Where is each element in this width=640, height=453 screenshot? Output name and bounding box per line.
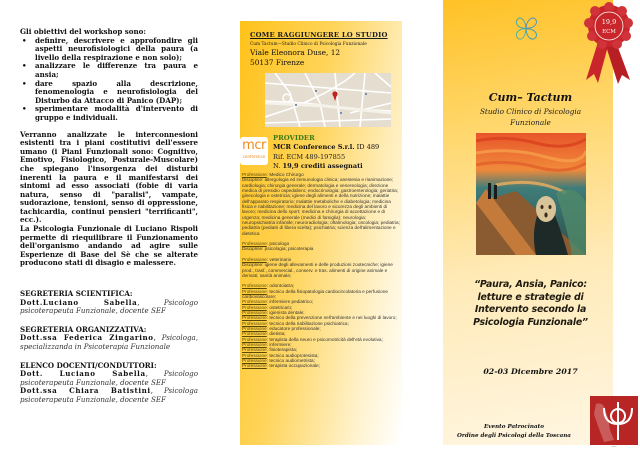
section-title: SEGRETERIA SCIENTIFICA: xyxy=(20,289,133,299)
staff-section xyxy=(20,326,198,352)
profession-label: Professione xyxy=(242,172,267,177)
svg-text:ECM: ECM xyxy=(602,29,616,35)
profession-text: Discipline: igiene degli allevamenti e delle produzioni zootecniche; igiene prod., trasf., commercial., conserv. e tras. alimenti di origine animale e derivati; sanità animale; xyxy=(242,262,393,278)
objective-item: • definire, descrivere e approfondire gli aspetti neurofisiologici della paura (a livello della respirazione e non solo); xyxy=(20,37,198,63)
person-role: Psicologo psicoterapeuta Funzionale, docente SEF xyxy=(20,369,198,387)
staff-sections xyxy=(20,290,198,405)
profession-text: : psicologo xyxy=(266,241,290,247)
ecm-line xyxy=(242,262,400,278)
provider-credits: N. 19,9 crediti assegnati xyxy=(273,162,363,170)
profession-text: : infermiere; xyxy=(266,341,292,347)
profession-label: Professione xyxy=(242,241,267,247)
person-name: Dott.ssa Federica Zingarino xyxy=(20,333,154,343)
provider-ecm-ref: Rif. ECM 489-197855 xyxy=(273,153,346,161)
profession-text: : ostetrica/o; xyxy=(266,304,293,310)
staff-person: Dott. Luciano Sabella, Psicologo psicoterapeuta Funzionale, docente SEF xyxy=(20,369,198,387)
person-role: Psicologa psicoterapeuta Funzionale, docente SEF xyxy=(20,386,198,404)
section-title: ELENCO DOCENTI/CONDUTTORI: xyxy=(20,360,157,370)
staff-section xyxy=(20,362,198,405)
profession-label: Professione xyxy=(242,256,267,262)
objective-item: • sperimentare modalità d'intervento di gruppo e individuali. xyxy=(20,105,198,122)
objective-item: • dare spazio alla descrizione, fenomenologia e neurofisiologia del Disturbo da Attacco di Panico (DAP); xyxy=(20,80,198,106)
profession-text: : terapista della neuro e psicomotricità dell'età evolutiva; xyxy=(266,336,383,342)
ecm-group xyxy=(242,241,400,252)
profession-label: Professione xyxy=(242,320,267,326)
ecm-group xyxy=(242,283,400,369)
profession-label: Professione xyxy=(242,352,267,358)
objectives-list xyxy=(20,37,198,123)
ecm-professions-list xyxy=(242,172,400,374)
the-scream-painting xyxy=(476,133,586,255)
event-title: “Paura, Ansia, Panico: letture e strategie di Intervento secondo la Psicologia Funzionale” xyxy=(473,279,588,328)
profession-text: : tecnico audioprotesista; xyxy=(266,352,319,358)
profession-text: : educatore professionale; xyxy=(266,325,321,331)
event-date: 02-03 Dicembre 2017 xyxy=(483,367,578,376)
patronage-label: Evento Patrocinato xyxy=(484,424,544,430)
profession-label: Professione xyxy=(242,288,267,294)
profession-text: Discipline: psicologia; psicoterapia xyxy=(242,246,314,252)
profession-label: Professione xyxy=(242,358,267,363)
ordine-psicologi-toscana-logo xyxy=(590,396,638,450)
ecm-line xyxy=(242,246,400,251)
address-city: 50137 Firenze xyxy=(250,58,305,67)
profession-text: : tecnico della riabilitazione psichiatrica; xyxy=(266,320,349,326)
profession-label: Professione xyxy=(242,283,267,289)
directions-title: COME RAGGIUNGERE LO STUDIO xyxy=(250,31,388,39)
left-panel xyxy=(20,28,198,405)
profession-text: : veterinario xyxy=(266,256,292,262)
cum-tactum-clover-logo-icon xyxy=(513,16,539,42)
profession-text: : dietista; xyxy=(266,331,286,337)
profession-text: : tecnico della prevenzione nell'ambiente e nei luoghi di lavoro; xyxy=(266,315,397,321)
svg-text:19,9: 19,9 xyxy=(601,18,617,26)
objectives-intro: Gli obiettivi del workshop sono: xyxy=(20,27,147,36)
person-role: Psicologo psicoterapeuta Funzionale, docente SEF xyxy=(20,297,198,316)
profession-label: Professione xyxy=(242,304,267,310)
person-name: Dott. Luciano Sabella xyxy=(20,369,146,379)
profession-text: Discipline: allergologia ed immunologia clinica; anestesia e rianimazione; cardiologia; chirurgia generale; dermatologia e venereologia; direzione medica di presidio ospedaliero; endocrinologia; gastroenterologia; geriatria; ginecologia e ostetricia; igiene degli alimenti e della nutrizione; malattie dell'apparato respiratorio; malattie metaboliche e diabetologia; medicina fisica e riabilitazione; medicina del lavoro e sicurezza degli ambienti di lavoro; medicina dello sport; medicina e chirurgia di accettazione e di urgenza; medicina generale (medici di famiglia); neurologia; neuropsichiatria infantile; neuroradiologia; oftalmologia; oncologia; pediatria; pediatria (pediatri di libera scelta); psichiatria; scienza dell'alimentazione e dietetica xyxy=(242,177,400,236)
mcr-conference-logo: mcr conference xyxy=(240,137,268,165)
profession-label: Professione xyxy=(242,336,267,342)
staff-person: Dott.ssa Chiara Batistini, Psicologa psicoterapeuta Funzionale, docente SEF xyxy=(20,386,198,404)
studio-subtitle: Cum Tactum—Studio Clinico di Psicologia Funzionale xyxy=(250,42,367,47)
profession-label: Professione xyxy=(242,347,267,353)
rispoli-paragraph: La Psicologia Funzionale di Luciano Rispoli permette di riequilibrare il Funzionamento dell'organismo andando ad agire sulle Esperienze di Base del Sè che se alterate producono stati di disagio e malessere. xyxy=(20,224,198,268)
profession-label: Professione xyxy=(242,325,267,331)
profession-text: : fisioterapista; xyxy=(266,347,297,353)
provider-company: MCR Conference S.r.l. ID 489 xyxy=(273,143,380,151)
address-street: Viale Eleonora Duse, 12 xyxy=(250,48,341,57)
profession-label: Professione xyxy=(242,331,267,337)
ordine-logo-caption: ordine xyxy=(590,445,638,450)
directions-panel xyxy=(240,21,402,445)
brand-name: Cum– Tactum xyxy=(488,91,573,104)
painting-image-icon xyxy=(476,133,586,255)
staff-person: Dott.Luciano Sabella, Psicologo psicoterapeuta Funzionale, docente SEF xyxy=(20,297,198,316)
staff-person: Dott.ssa Federica Zingarino, Psicologa, specializzanda in Psicoterapia Funzionale xyxy=(20,333,198,351)
section-title: SEGRETERIA ORGANIZZATIVA: xyxy=(20,324,147,334)
ecm-line xyxy=(242,363,400,368)
psi-tuscany-icon xyxy=(590,396,638,445)
ecm-line xyxy=(242,289,400,300)
person-name: Dott.Luciano Sabella xyxy=(20,297,138,307)
profession-text: : Medico Chirurgo xyxy=(266,172,304,177)
location-map[interactable] xyxy=(265,73,391,127)
profession-text: : terapista occupazionale; xyxy=(266,363,320,369)
ecm-line xyxy=(242,177,400,236)
ecm-award-ribbon-icon xyxy=(578,2,640,84)
profession-label: Professione xyxy=(242,315,267,321)
profession-text: : infermiere pediatrico; xyxy=(266,299,314,305)
objective-item: • analizzare le differenze tra paura e ansia; xyxy=(20,62,198,79)
profession-label: Professione xyxy=(242,309,267,315)
profession-text: : igienista dentale; xyxy=(266,309,305,315)
profession-label: Professione xyxy=(242,341,267,347)
studio-name: Studio Clinico di Psicologia Funzionale xyxy=(479,107,582,127)
provider-label: PROVIDER xyxy=(273,134,315,142)
ecm-group xyxy=(242,172,400,236)
profession-text: : tecnico della fisiopatologia cardiocircolatoria e perfusione cardiovascolare; xyxy=(242,288,388,299)
ecm-group xyxy=(242,257,400,278)
patronage-organization: Ordine degli Psicologi della Toscana xyxy=(457,433,571,439)
map-streets-icon xyxy=(265,73,391,127)
interconnections-paragraph: Verranno analizzate le interconnesioni esistenti tra i piani costitutivi dell'essere umano (i Piani Funzionali sono: Cognitivo, Emotivo, Fisiologico, Posturale-Muscolare) che spiegano l'insorgenza dei disturbi inerenti la paura e il manifestarsi dei sintomi ad esso associati (fobie di varia natura, senso di "paralisi", vampate, sudorazione, tensioni, senso di oppressione, tachicardia, continui pensieri "terrificanti", ecc.). xyxy=(20,129,198,225)
map-pin-icon xyxy=(332,91,338,101)
profession-label: Professione xyxy=(242,363,267,369)
staff-section xyxy=(20,290,198,316)
profession-text: : tecnico audiometrista; xyxy=(266,358,315,363)
person-role: Psicologa, specializzanda in Psicoterapia Funzionale xyxy=(20,333,198,351)
person-name: Dott.ssa Chiara Batistini xyxy=(20,386,151,396)
profession-text: : odontoiatra; xyxy=(266,283,295,289)
profession-label: Professione xyxy=(242,299,267,305)
